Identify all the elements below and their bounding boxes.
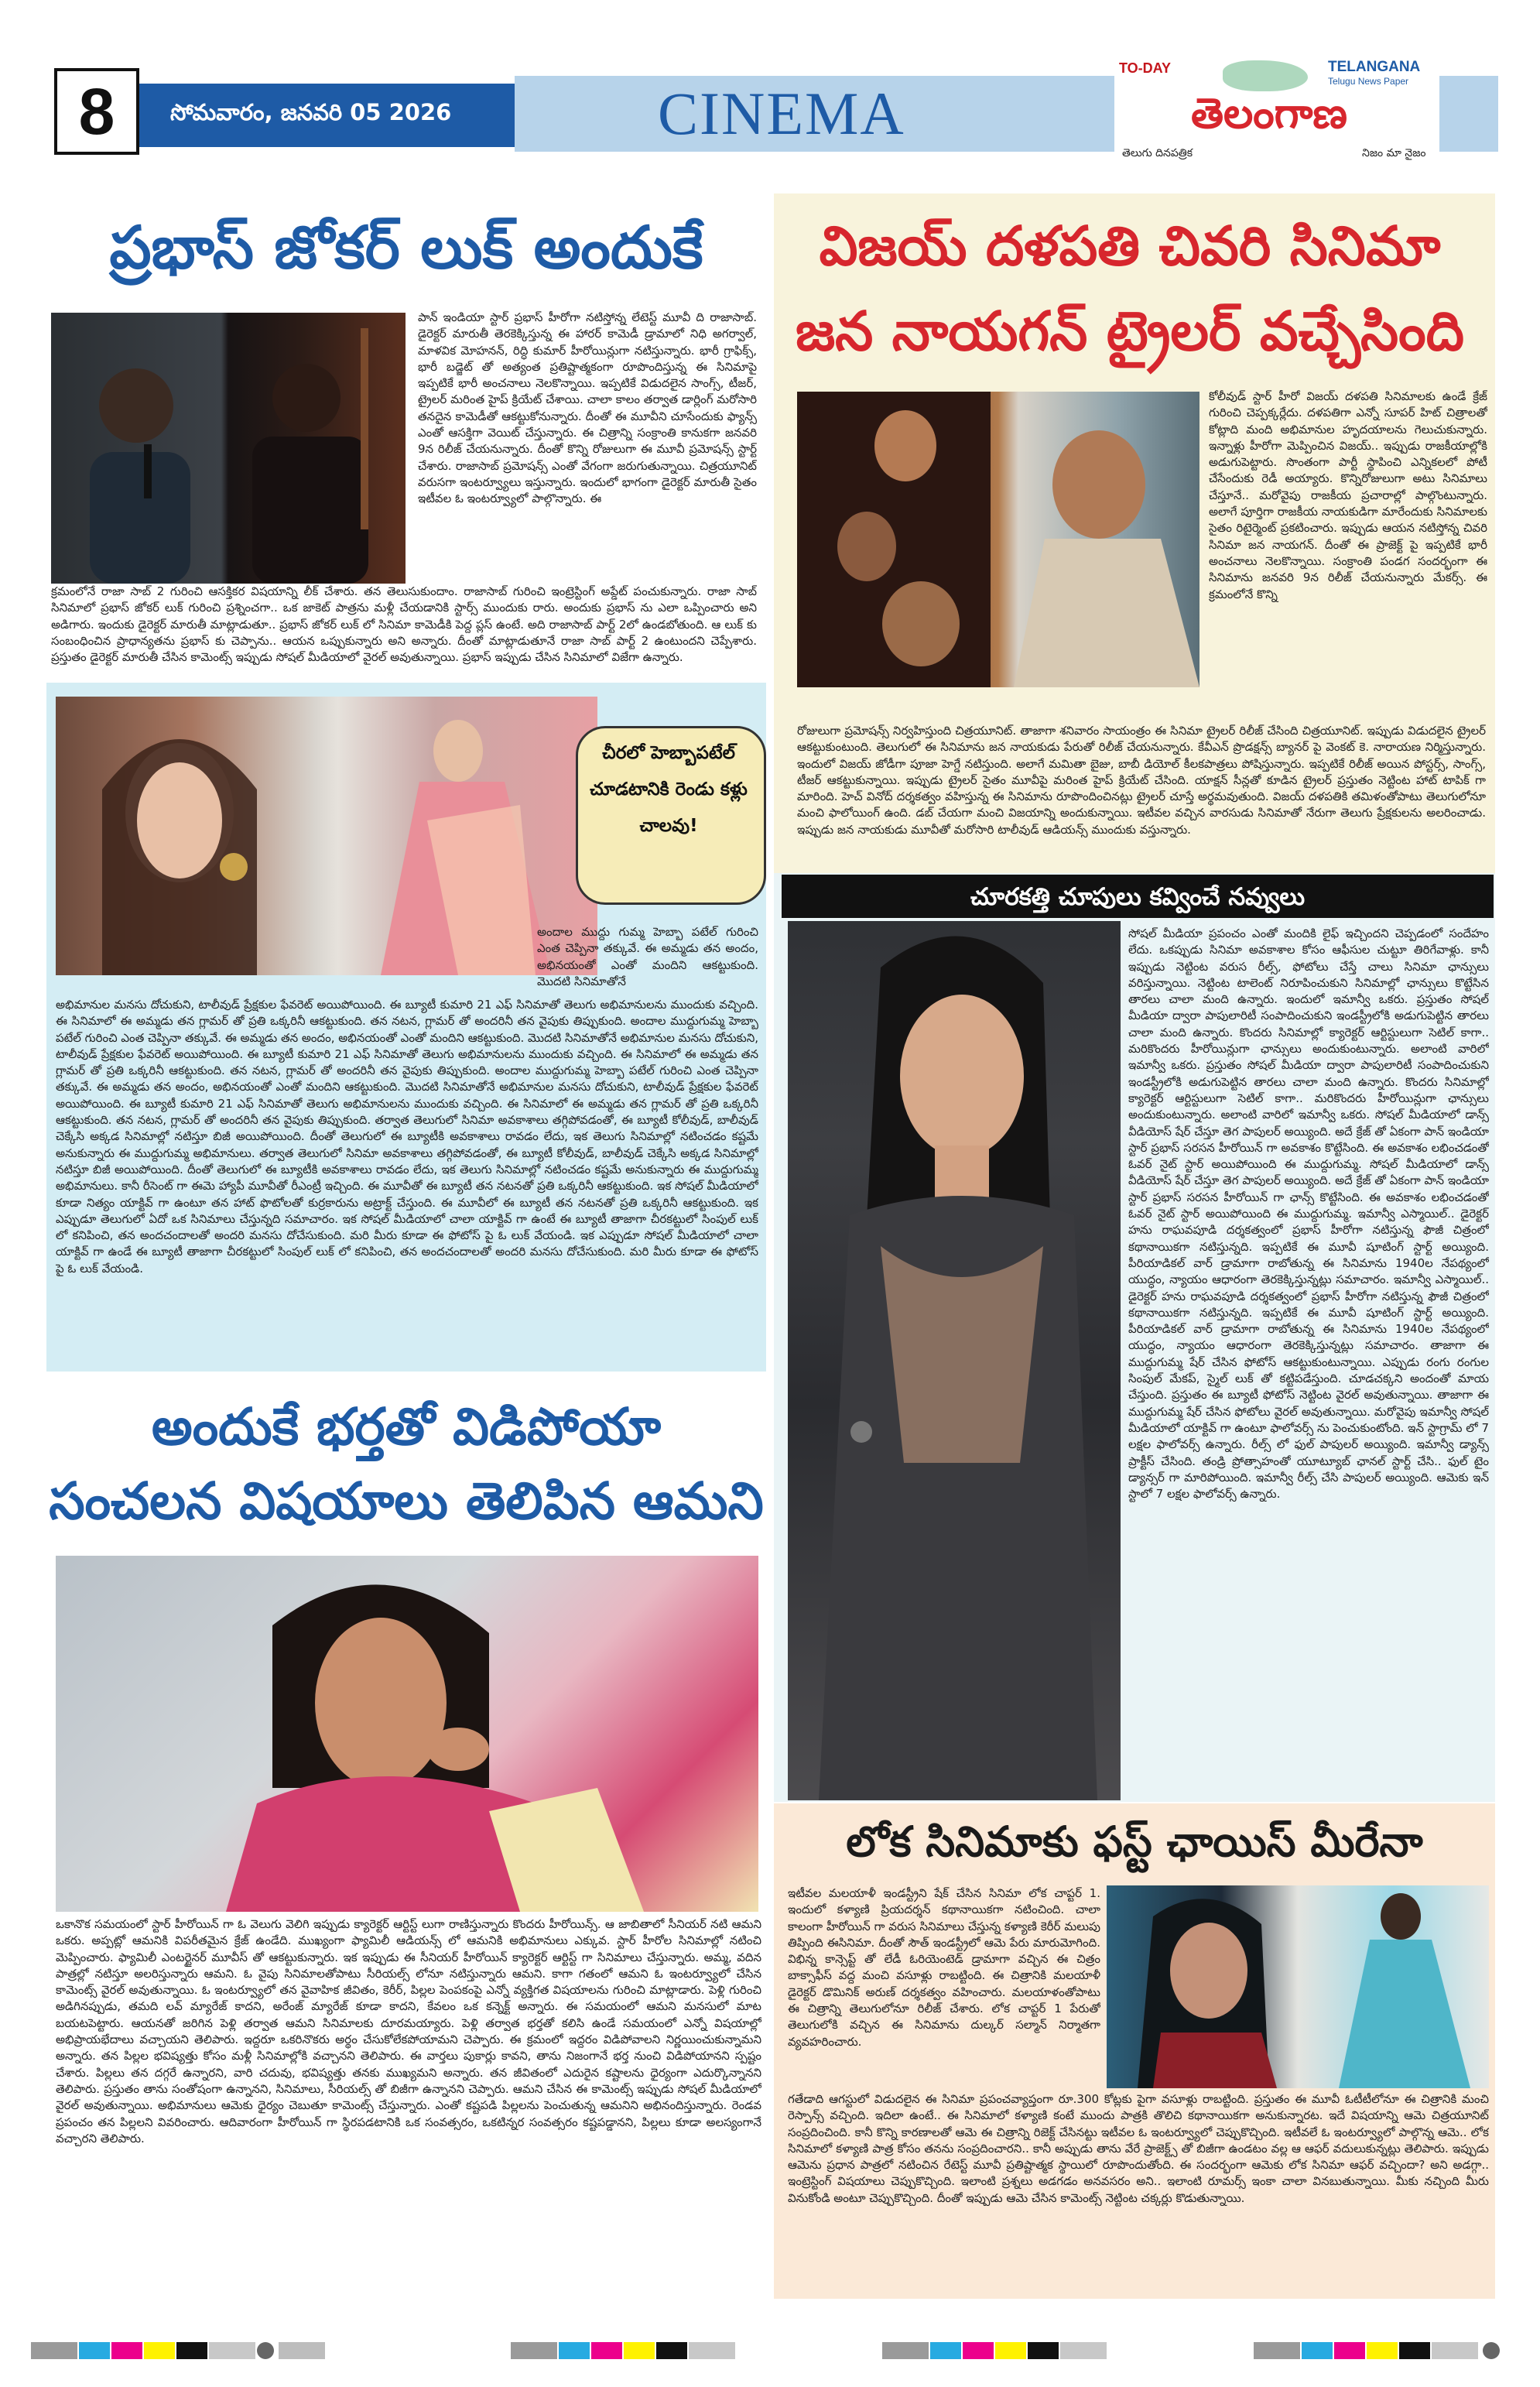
logo-today-label: TO-DAY	[1119, 60, 1172, 76]
reg-dot	[1483, 2342, 1500, 2359]
vijay-photo-illustration	[797, 392, 1199, 687]
reg-swatch	[882, 2342, 929, 2359]
vijay-photo	[797, 392, 1199, 687]
reg-swatch	[144, 2342, 175, 2359]
reg-swatch	[1028, 2342, 1059, 2359]
reg-swatch	[79, 2342, 110, 2359]
reg-swatch	[511, 2342, 557, 2359]
reg-swatch	[624, 2342, 655, 2359]
hebah-quote: చీరలో హెబ్బాపటేల్ చూడటానికి రెండు కళ్లు చాలవు!	[590, 743, 748, 836]
reg-swatch	[1432, 2342, 1478, 2359]
logo-tagline-right: నిజం మా నైజం	[1362, 147, 1426, 159]
hebah-photo	[56, 697, 597, 975]
reg-swatch	[591, 2342, 622, 2359]
smile-body: సోషల్ మీడియా ప్రపంచం ఎంతో మందికి లైఫ్ ఇచ్చిందని చెప్పడంలో సందేహం లేదు. ఒకప్పుడు సినిమా అవకాశాల కోసం ఆఫీసుల చుట్టూ తిరిగేవాళ్లు. కానీ ఇప్పుడు నెట్టింట వరుస రీల్స్, ఫోటోలు చేస్తే చాలు సినిమా ఛాన్సులు వరిస్తున్నాయి. నెట్టింట టాలెంట్ నిరూపించుకుని సినిమాల్లో ఛాన్సులు కొట్టేసిన తారలు చాలా మంది ఉన్నారు. ఇందులో ఇమాన్వీ ఒకరు. ప్రస్తుతం సోషల్ మీడియా ద్వారా పాపులారిటీ సంపాదించుకుని ఇండస్ట్రీలోకి అడుగుపెట్టిన తారలు చాలా మంది ఉన్నారు. కొందరు సినిమాల్లో క్యారెక్టర్ ఆర్టిస్టులుగా సెటిల్ కాగా.. మరికొందరు హీరోయిన్లుగా ఛాన్సులు అందుకుంటున్నారు. అలాంటి వారిలో ఇమాన్వీ ఒకరు. ప్రస్తుతం సోషల్ మీడియా ద్వారా పాపులారిటీ సంపాదించుకుని ఇండస్ట్రీలోకి అడుగుపెట్టిన తారలు చాలా మంది ఉన్నారు. కొందరు సినిమాల్లో క్యారెక్టర్ ఆర్టిస్టులుగా సెటిల్ కాగా.. మరికొందరు హీరోయిన్లుగా ఛాన్సులు అందుకుంటున్నారు. అలాంటి వారిలో ఇమాన్వీ ఒకరు. సోషల్ మీడియాలో డాన్స్ వీడియోస్ షేర్ చేస్తూ తెగ పాపులర్ అయ్యింది. అదే క్రేజ్ తో ఏకంగా పాన్ ఇండియా స్టార్ ప్రభాస్ సరసన హీరోయిన్ గా అవకాశం కొట్టేసింది. ఈ అవకాశం లభించడంతో ఓవర్ నైట్ స్టార్ అయిపోయింది ఈ ముద్దుగుమ్మ. సోషల్ మీడియాలో డాన్స్ వీడియోస్ షేర్ చేస్తూ తెగ పాపులర్ అయ్యింది. అదే క్రేజ్ తో ఏకంగా పాన్ ఇండియా స్టార్ ప్రభాస్ సరసన హీరోయిన్ గా ఛాన్స్ కొట్టేసింది. ఈ అవకాశం లభించడంతో ఓవర్ నైట్ స్టార్ అయిపోయింది ఈ ముద్దుగుమ్మ. ఇమాన్వీ ఎస్మాయిల్.. డైరెక్టర్ హను రాఘవపూడి దర్శకత్వంలో ప్రభాస్ హీరోగా నటిస్తున్న ఫౌజీ చిత్రంలో కథానాయికగా నటిస్తున్నది. ఇప్పటికే ఈ మూవీ షూటింగ్ స్టార్ట్ అయ్యింది. పీరియాడికల్ వార్ డ్రామాగా రాబోతున్న ఈ సినిమాను 1940ల నేపథ్యంలో యుద్ధం, న్యాయం ఆధారంగా తెరకెక్కిస్తున్నట్లు సమాచారం. ఇమాన్వీ ఎస్మాయిల్.. డైరెక్టర్ హను రాఘవపూడి దర్శకత్వంలో ప్రభాస్ హీరోగా నటిస్తున్న ఫౌజీ చిత్రంలో కథానాయికగా నటిస్తున్నది. ఇప్పటికే ఈ మూవీ షూటింగ్ స్టార్ట్ అయ్యింది. పీరియాడికల్ వార్ డ్రామాగా రాబోతున్న ఈ సినిమాను 1940ల నేపథ్యంలో యుద్ధం, న్యాయం ఆధారంగా తెరకెక్కిస్తున్నట్లు సమాచారం. తాజాగా ఈ ముద్దుగుమ్మ షేర్ చేసిన ఫోటోస్ ఆకట్టుకుంటున్నాయి. ఎప్పుడు రంగు రంగుల సింపుల్ మేకప్, స్మైల్ లుక్ తో కట్టిపడేస్తుంది. చూడచక్కని అందంతో మాయ చేస్తుంది. ప్రస్తుతం ఈ బ్యూటీ ఫోటోస్ నెట్టింట వైరల్ అవుతున్నాయి. తాజాగా ఈ ముద్దుగుమ్మ షేర్ చేసిన ఫోటోలు వైరల్ అవుతున్నాయి. మరోవైపు ఇమాన్వీ సోషల్ మీడియాలో యాక్టివ్ గా ఉంటూ ఫాలోవర్స్ ను పెంచుకుంటోంది. ఇన్ స్టాగ్రామ్ లో 7 లక్షల ఫాలోవర్స్ ఉన్నారు. రీల్స్ లో ఫుల్ పాపులర్ అయ్యింది. ఇమాన్వీ డ్యాన్స్ ప్రాక్టీస్ చేసింది. తండ్రి ప్రోత్సాహంతో యూట్యూబ్ ఛానల్ స్టార్ట్ చేసి.. ఫుల్ టైం డ్యాన్సర్ గా మారిపోయింది. ఇమాన్వీ రీల్స్ చేసి పాపులర్ అయ్యింది. ఆమెకు ఇన్ స్టాలో 7 లక్షల ఫాలోవర్స్ ఉన్నారు.	[1128, 926, 1489, 1502]
reg-swatch	[930, 2342, 961, 2359]
reg-swatch	[559, 2342, 590, 2359]
vijay-body: రోజులుగా ప్రమోషన్స్ నిర్వహిస్తుంది చిత్రయూనిట్. తాజాగా శనివారం సాయంత్రం ఈ సినిమా ట్రైలర్ రిలీజ్ చేసింది చిత్రయూనిట్. ఇప్పుడు విడుదలైన ట్రైలర్ ఆకట్టుకుంటుంది. తెలుగులో ఈ సినిమాను జన నాయకుడు పేరుతో రిలీజ్ చేయనున్నారు. కేవీఎన్ ప్రొడక్షన్స్ బ్యానర్ పై వెంకట్ కె. నారాయణ నిర్మిస్తున్నారు. ఇందులో విజయ్ జోడీగా పూజా హెగ్డే నటిస్తుంది. అలాగే మమితా బైజు, బాబీ డియోల్ కీలకపాత్రలు పోషిస్తున్నారు. ఇప్పటికే రిలీజ్ అయిన పోస్టర్స్, సాంగ్స్, టీజర్ ఆకట్టుకున్నాయి. ఇప్పుడు ట్రైలర్ సైతం మూవీపై మరింత హైప్ క్రియేట్ చేసింది. యాక్షన్ సీన్లతో కూడిన ట్రైలర్ ప్రస్తుతం నెట్టింట హాట్ టాపిక్ గా మారింది. హెచ్ వినోద్ దర్శకత్వం వహిస్తున్న ఈ సినిమాను రూపొందించినట్లు ట్రైలర్ చూస్తే అర్థమవుతుంది. విజయ్ దళపతికి తమిళంతోపాటు తెలుగులోనూ మంచి ఫాలోయింగ్ ఉంది. డబ్ చేయగా మంచి విజయాన్ని అందుకున్నాయి. ఇటీవల వచ్చిన వారసుడు సినిమాతో నేరుగా తెలుగు ప్రేక్షకులను అలరించాడు. ఇప్పుడు జన నాయకుడు మూవీతో మరోసారి టాలీవుడ్ ఆడియన్స్ ముందుకు వస్తున్నారు.	[797, 724, 1486, 837]
prabhas-body: క్రమంలోనే రాజా సాబ్ 2 గురించి ఆసక్తికర విషయాన్ని లీక్ చేశారు. తన తెలుసుకుందాం. రాజాసాబ్ గురించి ఇంట్రెస్టింగ్ అప్డేట్ పంచుకున్నారు. రాజా సాబ్ సినిమాలో ప్రభాస్ జోకర్ లుక్ గురించి ప్రశ్నించగా.. ఒక జాకెట్ పాత్రను మళ్లీ చేయడానికి స్టార్స్ ముందుకు రారు. అందుకు ప్రభాస్ ను ఎలా ఒప్పించారు అని అడిగారు. ఇందుకు డైరెక్టర్ మారుతీ మాట్లాడుతూ.. ప్రభాస్ జోకర్ లుక్ లో సినిమా కామెడీకి పెద్ద ప్లస్ ఉంటే. అది రాజాసాబ్ పార్ట్ 2లో ఉండబోతుంది. ఆ లుక్ కు సంబంధించిన ప్రాధాన్యతను ప్రభాస్ కు చెప్పాను.. ఆయన ఒప్పుకున్నారు అని అన్నారు. దీంతో మాట్లాడుతూనే రాజా సాబ్ పార్ట్ 2 ఉంటుందని చెప్పేశారు. ప్రస్తుతం డైరెక్టర్ మారుతీ చేసిన కామెంట్స్ ఇప్పుడు సోషల్ మీడియాలో వైరల్ అవుతున్నాయి. ప్రభాస్ ఇప్పుడు చేసిన సినిమాలో విజేగా ఉన్నారు.	[51, 584, 757, 665]
reg-swatch	[1399, 2342, 1430, 2359]
hebah-photo-illustration	[56, 697, 597, 975]
amani-photo	[56, 1556, 758, 1912]
reg-swatch	[111, 2342, 142, 2359]
reg-swatch	[279, 2342, 325, 2359]
reg-swatch	[1367, 2342, 1398, 2359]
color-registration-strip	[31, 2342, 1509, 2359]
reg-swatch	[1302, 2342, 1333, 2359]
logo-tagline-left: తెలుగు దినపత్రిక	[1122, 147, 1193, 159]
amani-photo-illustration	[56, 1556, 758, 1912]
prabhas-photo	[51, 313, 406, 584]
hebah-body-side: అందాల ముద్దు గుమ్మ హెబ్బా పటేల్ గురించి ఎంత చెప్పినా తక్కువే. ఈ అమ్మడు తన అందం, అభినయంతో ఎంతో మందిని ఆకట్టుకుంది. మొదటి సినిమాతోనే	[537, 925, 758, 988]
loka-photo	[1107, 1885, 1489, 2088]
smile-photo-illustration	[788, 921, 1121, 1800]
loka-body-side: ఇటీవల మలయాళీ ఇండస్ట్రీని షేక్ చేసిన సినిమా లోక చాప్టర్ 1. ఇందులో కళ్యాణి ప్రియదర్శన్ కథానాయికగా నటించింది. చాలా కాలంగా హీరోయిన్ గా వరుస సినిమాలు చేస్తున్న కళ్యాణి కెరీర్ మలుపు తిప్పింది ఈసినిమా. దీంతో సౌత్ ఇండస్ట్రీలో ఆమె పేరు మారుమోగింది. విభిన్న కాన్సెప్ట్ తో లేడీ ఓరియెంటెడ్ డ్రామాగా వచ్చిన ఈ చిత్రం బాక్సాఫీస్ వద్ద మంచి వసూళ్లు రాబట్టింది. ఈ చిత్రానికి మలయాళీ డైరెక్టర్ డొమినిక్ అరుణ్ దర్శకత్వం వహించారు. మలయాళంతోపాటు ఈ చిత్రాన్ని తెలుగులోనూ రిలీజ్ చేశారు. లోక చాప్టర్ 1 పేరుతో తెలుగులోకి వచ్చిన ఈ సినిమాను దుల్కర్ సల్మాన్ నిర్మాతగా వ్యవహరించారు.	[788, 1886, 1100, 2049]
page-number: 8	[54, 68, 139, 155]
reg-swatch	[963, 2342, 994, 2359]
smile-photo	[788, 921, 1121, 1800]
reg-swatch	[1334, 2342, 1365, 2359]
amani-headline-line2: సంచలన విషయాలు తెలిపిన ఆమని	[49, 1471, 764, 1531]
issue-date: సోమవారం, జనవరి 05 2026	[139, 84, 515, 147]
logo-wordmark: తెలంగాణ	[1190, 89, 1347, 138]
loka-headline: లోక సినిమాకు ఫస్ట్ ఛాయిస్ మీరేనా	[846, 1817, 1423, 1866]
logo-subtitle: Telugu News Paper	[1328, 76, 1409, 87]
reg-swatch	[31, 2342, 77, 2359]
reg-swatch	[1254, 2342, 1300, 2359]
smile-headline: చూరకత్తి చూపులు కవ్వించే నవ్వులు	[970, 883, 1306, 911]
amani-headline-line1: అందుకే భర్తతో విడిపోయా	[151, 1397, 662, 1457]
section-title: CINEMA	[658, 80, 905, 147]
reg-swatch	[209, 2342, 255, 2359]
logo-telangana-label: TELANGANA	[1328, 59, 1421, 75]
reg-swatch	[1060, 2342, 1107, 2359]
amani-body: ఒకానొక సమయంలో స్టార్ హీరోయిన్ గా ఓ వెలుగు వెలిగి ఇప్పుడు క్యారెక్టర్ ఆర్టిస్ట్ లుగా రాణిస్తున్నారు కొందరు హీరోయిన్స్. ఆ జాబితాలో సీనియర్ నటి ఆమని ఒకరు. అప్పట్లో ఆమనికి విపరీతమైన క్రేజ్ ఉండేది. ముఖ్యంగా ఫ్యామిలీ ఆడియన్స్ లో ఆమనికి అభిమానులు ఎక్కువ. స్టార్ హీరోల సినిమాల్లో నటించి మెప్పించారు. ఫ్యామిలీ ఎంటర్టైనర్ మూవీస్ తో ఆకట్టుకున్నారు. ఇక ఇప్పుడు ఈ సీనియర్ హీరోయిన్ క్యారెక్టర్ ఆర్టిస్ట్ గా సినిమాలు చేస్తున్నారు. అమ్మ, వదిన పాత్రల్లో నటిస్తూ అలరిస్తున్నారు ఆమని. ఓ వైపు సినిమాలతోపాటు సీరియల్స్ లోనూ నటిస్తున్నారు ఆమని. కాగా గతంలో ఆమని ఓ ఇంటర్వ్యూలో చేసిన కామెంట్స్ వైరల్ అవుతున్నాయి. ఓ ఇంటర్వ్యూలో తన వైవాహిక జీవితం, కెరీర్, పిల్లల పెంపకంపై ఎన్నో వ్యక్తిగత విషయాలను గురించి మాట్లాడారు. పెళ్లి గురించి అడిగినప్పుడు, తమది లవ్ మ్యారేజ్ కాదని, అరేంజ్ మ్యారేజ్ కూడా కాదని, కేవలం ఒక కన్నెక్ట్ అన్నారు. ఈ సమయంలో ఆమని మనసులో మాట బయటపెట్టారు. ఆయనతో జరిగిన పెళ్లి తర్వాత ఆమని సినిమాలకు దూరమయ్యారు. పెళ్లి తర్వాత భర్తతో కలిసి ఉండే సమయంలో ఎన్నో విషయాల్లో అభిప్రాయభేదాలు వచ్చాయని తెలిపారు. ఇద్దరూ ఒకరినొకరు అర్థం చేసుకోలేకపోయామని చెప్పారు. ఈ క్రమంలో ఇద్దరం విడిపోవాలని నిర్ణయించుకున్నామని అన్నారు. తన పిల్లల భవిష్యత్తు కోసం మళ్లీ సినిమాల్లోకి వచ్చానని తెలిపారు. ఈ వార్తలు పుకార్లు కావని, తాను నిజంగానే భర్త నుంచి విడిపోయానని స్పష్టం చేశారు. పిల్లలు తన దగ్గరే ఉన్నారని, వారి చదువు, భవిష్యత్తు తనకు ముఖ్యమని అన్నారు. తన జీవితంలో ఎదురైన కష్టాలను ధైర్యంగా ఎదుర్కొన్నానని తెలిపారు. ప్రస్తుతం తాను సంతోషంగా ఉన్నానని, సినిమాలు, సీరియల్స్ తో బిజీగా ఉన్నానని చెప్పారు. ఆమని చేసిన ఈ కామెంట్స్ ఇప్పుడు సోషల్ మీడియాలో వైరల్ అవుతున్నాయి. అభిమానులు ఆమెకు ధైర్యం చెబుతూ కామెంట్స్ చేస్తున్నారు. ఎంతో కష్టపడి పిల్లలను పెంచుతున్న ఆమనిని అభినందిస్తున్నారు. రెండవ ప్రపంచం తన పిల్లలని వివరించారు. ఆదివారంగా హీరోయిన్ గా స్థిరపడటానికి ఒక సంవత్సరం, ఒకటిన్నర సంవత్సరం కష్టపడ్డానని, పిల్లలు కూడా అలస్యంగానే వచ్చారని తెలిపారు.	[56, 1917, 761, 2146]
vijay-body-side: కోలీవుడ్ స్టార్ హీరో విజయ్ దళపతి సినిమాలకు ఉండే క్రేజ్ గురించి చెప్పక్కర్లేదు. దళపతిగా ఎన్నో సూపర్ హిట్ చిత్రాలతో కోట్లాది మంది అభిమానుల హృదయాలను గెలుచుకున్నారు. ఇన్నాళ్లు హీరోగా మెప్పించిన విజయ్.. ఇప్పుడు రాజకీయాల్లోకి అడుగుపెట్టారు. సొంతంగా పార్టీ స్థాపించి ఎన్నికలలో పోటీ చేసేందుకు రెడీ అయ్యారు. కొన్నిరోజులుగా అటు సినిమాలు చేస్తూనే.. మరోవైపు రాజకీయ ప్రచారాల్లో పాల్గొంటున్నారు. అలాగే పూర్తిగా రాజకీయ నాయకుడిగా మారేందుకు సినిమాలకు సైతం రిటైర్మెంట్ ప్రకటించారు. ఇప్పుడు ఆయన నటిస్తోన్న చివరి సినిమా జన నాయగన్. దీంతో ఈ ప్రాజెక్ట్ పై ఇప్పటికే భారీ అంచనాలు నెలకొన్నాయి. సంక్రాంతి పండగ సందర్భంగా ఈ సినిమాను జనవరి 9న రిలీజ్ చేయనున్నారు మేకర్స్. ఈ క్రమంలోనే కొన్ని	[1209, 389, 1487, 601]
reg-swatch	[995, 2342, 1026, 2359]
loka-body: గతేడాది ఆగస్టులో విడుదలైన ఈ సినిమా ప్రపంచవ్యాప్తంగా రూ.300 కోట్లకు పైగా వసూళ్లు రాబట్టింది. ప్రస్తుతం ఈ మూవీ ఓటీటీలోనూ ఈ చిత్రానికి మంచి రెస్పాన్స్ వచ్చింది. ఇదిలా ఉంటే.. ఈ సినిమాలో కళ్యాణి కంటే ముందు పాత్రకి తొలిచి కథానాయికగా అనుకున్నారట. ఇదే విషయాన్ని ఆమె చిత్రయూనిట్ సంప్రదించింది. కానీ కొన్ని కారణాలతో ఆమె ఈ చిత్రాన్ని రిజెక్ట్ చేసినట్టు ఇటీవల ఓ ఇంటర్వ్యూలో చెప్పుకొచ్చింది. ఇటీవలే ఓ ఇంటర్వ్యూలో పాల్గొన్న ఆమె.. లోక సినిమాలో కళ్యాణి పాత్ర కోసం తనను సంప్రదించారని.. కానీ అప్పుడు తాను వేరే ప్రాజెక్ట్స్ తో బిజీగా ఉండటం వల్ల ఆ ఆఫర్ వదులుకున్నట్లు తెలిపారు. ఇప్పుడు ఆమెను ప్రధాన పాత్రలో నటించిన రేటెస్ట్ మూవీ ప్రతిష్టాత్మక స్థాయిలో రూపొందుతోంది. ఈ సందర్భంగా ఆమెకు లోక సినిమా ఆఫర్ వచ్చిందా? అని అడగ్గా.. ఇంట్రెస్టింగ్ విషయాలు చెప్పుకొచ్చింది. ఇలాంటి ప్రశ్నలు అడగడం అనవసరం అని.. ఇలాంటి రూమర్స్ ఇంకా చాలా వినబుతున్నాయి. మీకు నచ్చింది మీరు వినుకోండి అంటూ చెప్పుకొచ్చింది. దీంతో ఇప్పుడు ఆమె చేసిన కామెంట్స్ నెట్టింట చక్కర్లు కొడుతున్నాయి.	[788, 2092, 1489, 2205]
prabhas-body-side: పాన్ ఇండియా స్టార్ ప్రభాస్ హీరోగా నటిస్తోన్న లేటెస్ట్ మూవీ ది రాజాసాబ్. డైరెక్టర్ మారుతీ తెరకెక్కిస్తున్న ఈ హారర్ కామెడీ డ్రామాలో నిధి అగర్వాల్, మాళవిక మోహనన్, రిద్ధి కుమార్ హీరోయిన్లుగా నటిస్తున్నారు. భారీ గ్రాఫిక్స్, భారీ బడ్జెట్ తో అత్యంత ప్రతిష్టాత్మకంగా రూపొందిస్తున్న ఈ సినిమాపై ఇప్పటికే భారీ అంచనాలు నెలకొన్నాయి. ఇప్పటికే విడుదలైన సాంగ్స్, టీజర్, ట్రైలర్ మరింత హైప్ క్రియేట్ చేశాయి. చాలా కాలం తర్వాత డార్లింగ్ మరోసారి తనదైన కామెడీతో ఆకట్టుకోనున్నారు. దీంతో ఈ మూవీని చూసేందుకు ఫ్యాన్స్ ఎంతో ఆసక్తిగా వెయిట్ చేస్తున్నారు. ఈ చిత్రాన్ని సంక్రాంతి కానుకగా జనవరి 9న రిలీజ్ చేయనున్నారు. దీంతో కొన్ని రోజులుగా ఈ మూవీ ప్రమోషన్స్ స్టార్ట్ చేశారు. రాజాసాబ్ ప్రమోషన్స్ ఎంతో వేగంగా జరుగుతున్నాయి. చిత్రయూనిట్ వరుసగా ఇంటర్వ్యూలు ఇస్తున్నారు. ఇందులో భాగంగా డైరెక్టర్ మారుతీ సైతం ఇటీవల ఓ ఇంటర్వ్యూలో పాల్గొన్నారు. ఈ	[418, 310, 757, 506]
vijay-headline-line2: జన నాయగన్ ట్రైలర్ వచ్చేసింది	[795, 300, 1465, 363]
loka-photo-illustration	[1107, 1885, 1489, 2088]
hebah-body: అభిమానుల మనసు దోచుకుని, టాలీవుడ్ ప్రేక్షకుల ఫేవరెట్ అయిపోయింది. ఈ బ్యూటీ కుమారి 21 ఎఫ్ సినిమాతో తెలుగు అభిమానులను ముందుకు వచ్చింది. ఈ సినిమాలో ఈ అమ్మడు తన గ్లామర్ తో ప్రతి ఒక్కరినీ ఆకట్టుకుంది. తన నటన, గ్లామర్ తో అందరినీ తన వైపుకు తిప్పుకుంది. అందాల ముద్దుగుమ్మ హెబ్బా పటేల్ గురించి ఎంత చెప్పినా తక్కువే. ఈ అమ్మడు తన అందం, అభినయంతో ఎంతో మందిని ఆకట్టుకుంది. మొదటి సినిమాతోనే అభిమానుల మనసు దోచుకుని, టాలీవుడ్ ప్రేక్షకుల ఫేవరెట్ అయిపోయింది. ఈ బ్యూటీ కుమారి 21 ఎఫ్ సినిమాతో తెలుగు అభిమానులను ముందుకు వచ్చింది. ఈ సినిమాలో ఈ అమ్మడు తన గ్లామర్ తో ప్రతి ఒక్కరినీ ఆకట్టుకుంది. తన నటన, గ్లామర్ తో అందరినీ తన వైపుకు తిప్పుకుంది. అందాల ముద్దుగుమ్మ హెబ్బా పటేల్ గురించి ఎంత చెప్పినా తక్కువే. ఈ అమ్మడు తన అందం, అభినయంతో ఎంతో మందిని ఆకట్టుకుంది. మొదటి సినిమాతోనే అభిమానుల మనసు దోచుకుని, టాలీవుడ్ ప్రేక్షకుల ఫేవరెట్ అయిపోయింది. ఈ బ్యూటీ కుమారి 21 ఎఫ్ సినిమాతో తెలుగు అభిమానులను ముందుకు వచ్చింది. ఈ సినిమాలో ఈ అమ్మడు తన గ్లామర్ తో ప్రతి ఒక్కరినీ ఆకట్టుకుంది. తన నటన, గ్లామర్ తో అందరినీ తన వైపుకు తిప్పుకుంది. తర్వాత తెలుగులో సినిమా అవకాశాలు తగ్గిపోవడంతో, ఈ బ్యూటీ కోలీవుడ్, బాలీవుడ్ చెక్కేసి అక్కడ సినిమాల్లో నటిస్తూ బిజీ అయిపోయింది. దీంతో తెలుగులో ఈ బ్యూటీకి అవకాశాలు రావడం లేదు, ఇక తెలుగు సినిమాల్లో నటించడం కష్టమే అనుకున్నారు ఈ ముద్దుగుమ్మ అభిమానులు. తర్వాత తెలుగులో సినిమా అవకాశాలు తగ్గిపోవడంతో, ఈ బ్యూటీ కోలీవుడ్, బాలీవుడ్ చెక్కేసి అక్కడ సినిమాల్లో నటిస్తూ బిజీ అయిపోయింది. దీంతో తెలుగులో ఈ బ్యూటీకి అవకాశాలు రావడం లేదు, ఇక తెలుగు సినిమాల్లో నటించడం కష్టమే అనుకున్నారు ఈ ముద్దుగుమ్మ అభిమానులు. కానీ రీసెంట్ గా ఈమె హ్యాపీ మూవీతో రీఎంట్రీ ఇచ్చింది. ఈ మూవీతో ఈ బ్యూటీ తన నటనతో ప్రతి ఒక్కరినీ ఆకట్టుకుంది. ఇక సోషల్ మీడియాలో కూడా నిత్యం యాక్టివ్ గా ఉంటూ తన హాట్ ఫొటోలతో కుర్రకారును అట్రాక్ట్ చేస్తుంది. ఈ మూవీలో ఈ బ్యూటీ తన నటనతో ప్రతి ఒక్కరినీ ఆకట్టుకుంది. ఇక ఎప్పుడూ తెలుగులో ఏదో ఒక సినిమాలు చేస్తున్నది సమాచారం. ఇక సోషల్ మీడియాలో చాలా యాక్టివ్ గా ఉంటే ఈ బ్యూటీ తాజాగా చీరకట్టులో సింపుల్ లుక్ లో కనిపించి, తన అందచందాలతో అందరి మనసు దోచేసుకుంది. మరి మీరు కూడా ఈ ఫోటోస్ పై ఓ లుక్ వేయండి. ఇక ఎప్పుడూ సోషల్ మీడియాలో చాలా యాక్టివ్ గా ఉండే ఈ బ్యూటీ తాజాగా చీరకట్టులో సింపుల్ లుక్ లో కనిపించి, తన అందచందాలతో అందరి మనసు దోచేసుకుంది. మరి మీరు కూడా ఈ ఫోటోస్ పై ఓ లుక్ వేయండి.	[56, 998, 758, 1276]
reg-swatch	[656, 2342, 687, 2359]
reg-swatch	[689, 2342, 735, 2359]
prabhas-headline: ప్రభాస్ జోకర్ లుక్ అందుకే	[109, 213, 703, 282]
reg-dot	[257, 2342, 274, 2359]
reg-swatch	[176, 2342, 207, 2359]
vijay-headline-line1: విజయ్ దళపతి చివరి సినిమా	[819, 214, 1441, 278]
prabhas-photo-illustration	[51, 313, 406, 584]
